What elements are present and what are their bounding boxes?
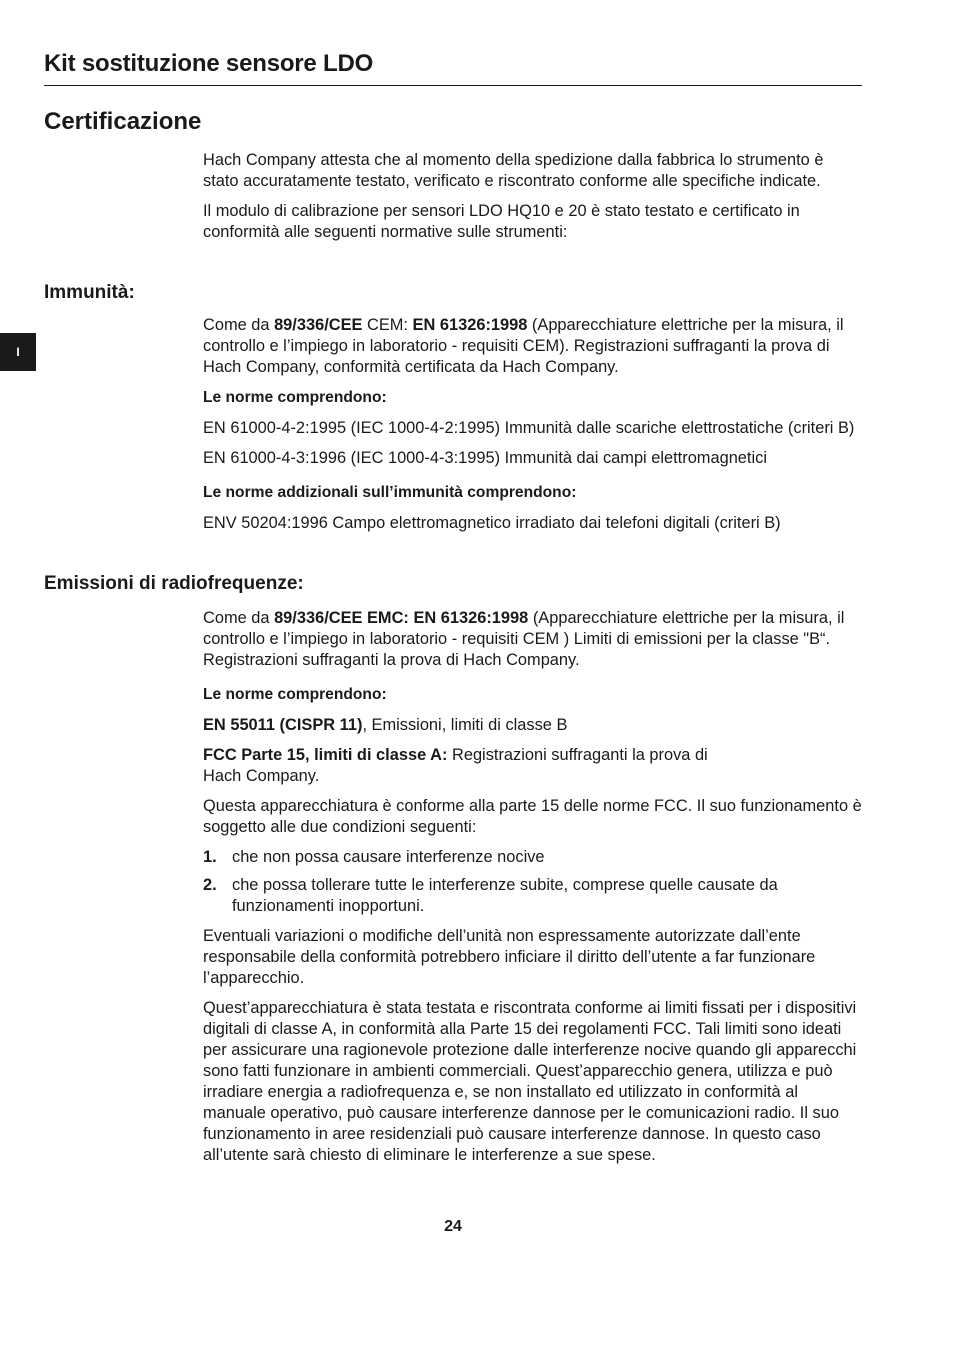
fcc-compliance-paragraph: Questa apparecchiatura è conforme alla parte 15 delle norme FCC. Il suo funzionamento è soggetto alle due condizioni seguenti:: [203, 797, 862, 836]
text-span: (Apparecchiature elettriche per la misura, il controllo e l’impiego in laboratorio - requisiti CEM ) Limiti di emissioni per la classe "B“. Registrazioni suffraganti la prova di Hach Company.: [203, 609, 845, 669]
standard-ref: EN 55011 (CISPR 11): [203, 716, 363, 734]
list-number: 1.: [203, 848, 217, 866]
text-span: Come da: [203, 609, 275, 627]
section-title: Certificazione: [44, 108, 202, 135]
norm-item: [203, 715, 863, 736]
text-span: Come da: [203, 316, 275, 334]
standard-ref: EN 61326:1998: [412, 316, 528, 334]
immunity-heading: Immunità:: [44, 282, 135, 303]
text-span: Registrazioni suffraganti la prova di: [447, 746, 708, 764]
emissions-block: [203, 608, 863, 1175]
immunity-paragraph: [203, 315, 863, 378]
changes-paragraph: Eventuali variazioni o modifiche dell’unità non espressamente autorizzate dall’ente responsabile della conformità potrebbero inficiare il diritto dell’utente a far funzionare l’apparecchio.: [203, 927, 816, 987]
intro-block: [203, 150, 863, 252]
text-span: , Emissioni, limiti di classe B: [362, 716, 568, 734]
page-header-title: Kit sostituzione sensore LDO: [44, 50, 862, 86]
directive-ref: 89/336/CEE: [274, 316, 363, 334]
norms-label: Le norme comprendono:: [203, 389, 387, 406]
emissions-heading: Emissioni di radiofrequenze:: [44, 573, 304, 594]
language-tab: I: [0, 333, 36, 371]
norms-label: Le norme comprendono:: [203, 686, 387, 703]
text-span: CEM:: [362, 316, 413, 334]
text-span: Hach Company.: [203, 767, 320, 785]
additional-norm-item: ENV 50204:1996 Campo elettromagnetico irradiato dai telefoni digitali (criteri B): [203, 514, 781, 532]
list-item: [203, 875, 863, 917]
intro-paragraph-1: Hach Company attesta che al momento della spedizione dalla fabbrica lo strumento è stato accuratamente testato, verificato e riscontrato conforme alle specifiche indicate.: [203, 151, 824, 190]
emissions-paragraph: [203, 608, 863, 671]
norm-item: EN 61000-4-3:1996 (IEC 1000-4-3:1995) Immunità dai campi elettromagnetici: [203, 449, 767, 467]
text-span: (Apparecchiature elettriche per la misura, il controllo e l’impiego in laboratorio - requisiti CEM). Registrazioni suffraganti la prova di Hach Company, conformità certificata da Hach Company.: [203, 316, 844, 376]
fcc-ref: FCC Parte 15, limiti di classe A:: [203, 746, 448, 764]
directive-ref: 89/336/CEE EMC: EN 61326:1998: [274, 609, 529, 627]
norm-item: EN 61000-4-2:1995 (IEC 1000-4-2:1995) Immunità dalle scariche elettrostatiche (criteri B): [203, 419, 855, 437]
tested-paragraph: Quest’apparecchiatura è stata testata e riscontrata conforme ai limiti fissati per i dispositivi digitali di classe A, in conformità alla Parte 15 dei regolamenti FCC. Tali limiti sono ideati per assicurare una ragionevole protezione dalle interferenze nocive quando gli apparecchi sono fatti funzionare in ambienti commerciali. Quest’apparecchio genera, utilizza e può irradiare energia a radiofrequenza e, se non installato ed utilizzato in conformità al manuale operativo, può causare interferenze dannose per le comunicazioni radio. Il suo funzionamento in aree residenziali può causare interferenze dannose. In questo caso all’utente sarà chiesto di eliminare le interferenze a sue spese.: [203, 999, 857, 1164]
list-item: [203, 847, 863, 868]
intro-paragraph-2: Il modulo di calibrazione per sensori LDO HQ10 e 20 è stato testato e certificato in conformità alle seguenti normative sulle strumenti:: [203, 202, 800, 241]
additional-norms-label: Le norme addizionali sull’immunità comprendono:: [203, 484, 577, 501]
list-text: che possa tollerare tutte le interferenze subite, comprese quelle causate da funzionamenti inopportuni.: [232, 876, 778, 915]
list-number: 2.: [203, 876, 217, 894]
conditions-list: [203, 847, 863, 917]
fcc-paragraph: [203, 745, 863, 787]
immunity-block: [203, 315, 863, 543]
list-text: che non possa causare interferenze nocive: [232, 848, 545, 866]
page-number: 24: [444, 1218, 462, 1235]
